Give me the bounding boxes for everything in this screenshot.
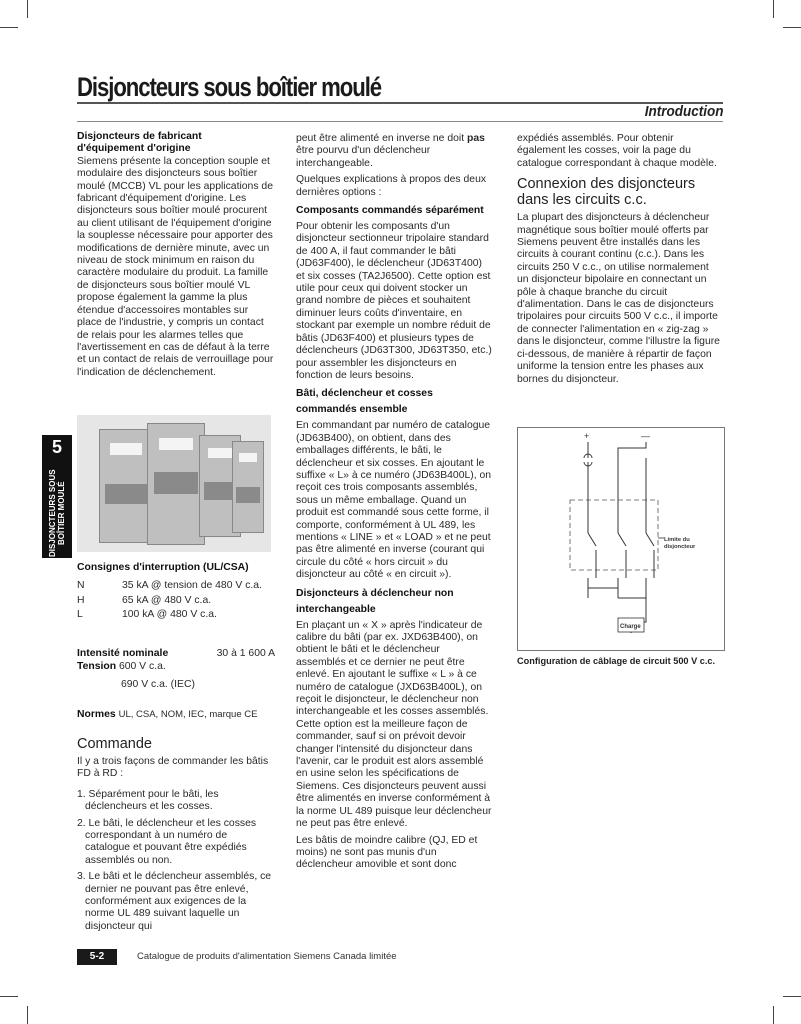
rating-key: L xyxy=(77,609,83,621)
crop-mark xyxy=(783,996,801,997)
rating-value: 100 kA @ 480 V c.a. xyxy=(122,609,217,621)
diagram-caption: Configuration de câblage de circuit 500 V c.c. xyxy=(517,656,716,666)
column-2 xyxy=(296,133,492,876)
wiring-diagram xyxy=(517,427,725,651)
column-1 xyxy=(77,131,275,383)
col2-paragraph-2: Quelques explications à propos des deux dernières options : xyxy=(296,174,487,198)
crop-mark xyxy=(0,27,18,28)
p1-text: peut être alimenté en inverse ne doit xyxy=(296,133,467,144)
small-frames-paragraph: Les bâtis de moindre calibre (QJ, ED et moins) ne sont pas munis d'un déclencheur amovible et sont donc xyxy=(296,834,478,871)
dc-connection-heading: Connexion des disjoncteurs dans les circuits c.c. xyxy=(517,176,696,209)
col2-paragraph-1 xyxy=(296,133,492,170)
tab-label-line2: BOÎTIER MOULÉ xyxy=(57,481,66,545)
separate-components-paragraph: Pour obtenir les composants d'un disjoncteur sectionneur tripolaire standard de 400 A, il faut commander le bâti (JD63F400), le déclencheur (JD63T400) et six cosses (TA2J6500). Cette option est utile pour ceux qui doivent stocker un grand nombre de pièces et souhaitent diminuer leurs coûts d'inventaire, en stockant par exemple un nombre réduit de bâtis (JD63F400) et plusieurs types de déclencheurs (JD63T300, JD63T350, etc.) pour assembler les disjoncteurs en fonction de leurs besoins. xyxy=(296,221,492,381)
column-3 xyxy=(517,133,723,390)
norms-value: UL, CSA, NOM, IEC, marque CE xyxy=(118,709,258,721)
crop-mark xyxy=(27,1006,28,1024)
crop-mark xyxy=(773,0,774,18)
breaker-face xyxy=(154,472,199,494)
crop-mark xyxy=(27,0,28,18)
tab-label-line1: DISJONCTEURS SOUS xyxy=(48,469,57,557)
oem-paragraph: Siemens présente la conception souple et modulaire des disjoncteurs sous boîtier moulé (MCCB) VL pour les applications de fabricant d'équipement d'origine. Les disjoncteurs sous boîtier moulé procurent au client utilisant de l'équipement d'origine la souplesse nécessaire pour apporter des modifications de dernière minute, avec un niveau de stock minimum en raison du caractère modulaire du produit. La famille de disjoncteurs sous boîtier moulé VL propose également la gamme la plus étendue d'accessoires montables sur place de l'industrie, y compris un contact de relais pour les alarmes telles que l'avertissement en cas de défaut à la terre et un contact de relais de verrouillage pour l'indication de déclenchement. xyxy=(77,155,274,378)
commande-heading: Commande xyxy=(77,736,152,752)
ordered-together-paragraph: En commandant par numéro de catalogue (JD63B400), on obtient, dans des emballages différents, le bâti, le déclencheur et six cosses. En ajoutant le suffixe « L» à ce numéro (JD63B400L), on reçoit ces trois composants assemblés, sous un même emballage. Quand un produit est commandé sous cette forme, il comporte, conformément à UL 489, les mentions « LINE » et « LOAD » et ne peut pas être alimenté en inverse (courant qui circule du côté « hors circuit » du disjoncteur au côté « en circuit »). xyxy=(296,420,492,581)
tension-row xyxy=(77,661,275,673)
breaker-image xyxy=(232,441,264,533)
plus-terminal-label: + xyxy=(584,431,590,441)
oem-heading-1: Disjoncteurs de fabricant xyxy=(77,131,202,142)
breaker-image xyxy=(147,423,205,545)
ratings-heading: Consignes d'interruption (UL/CSA) xyxy=(77,562,249,573)
specs-block xyxy=(77,648,275,722)
oem-heading-2: d'équipement d'origine xyxy=(77,143,191,155)
chapter-tab xyxy=(16,435,72,558)
tension-label: Tension xyxy=(77,661,117,673)
crop-mark xyxy=(0,996,18,997)
minus-terminal-label: — xyxy=(641,431,650,441)
rating-value: 65 kA @ 480 V c.a. xyxy=(122,594,212,606)
crop-mark xyxy=(773,1006,774,1024)
breakers-photo xyxy=(77,415,271,552)
section-rule xyxy=(77,121,723,122)
breaker-face xyxy=(105,484,147,504)
rating-value: 35 kA @ tension de 480 V c.a. xyxy=(122,580,262,592)
intensity-label: Intensité nominale xyxy=(77,648,169,659)
section-title: Introduction xyxy=(644,103,723,120)
non-interchangeable-heading: Disjoncteurs à déclencheur non interchangeable xyxy=(296,587,454,615)
rating-row xyxy=(77,595,275,607)
rating-key: H xyxy=(77,594,85,606)
separate-components-heading: Composants commandés séparément xyxy=(296,205,484,217)
commande-block xyxy=(77,736,275,937)
p1-text-end: être pourvu d'un déclencheur interchangeable. xyxy=(296,145,431,169)
intensity-row xyxy=(77,648,275,660)
breaker-label xyxy=(208,448,232,458)
wiring-diagram-svg xyxy=(518,428,724,650)
wires xyxy=(588,442,654,633)
crop-mark xyxy=(783,27,801,28)
limit-label-1: Limite du xyxy=(664,537,690,543)
dc-connection-paragraph: La plupart des disjoncteurs à déclencheur magnétique sous boîtier moulé offerts par Siemens peuvent être installés dans les circuits à courant continu (c.c.). Dans les circuits 250 V c.c., on utilise normalement un disjoncteur bipolaire en connectant un pôle à chaque branche du circuit d'alimentation. Dans le cas de disjoncteurs tripolaires pour circuits 500 V c.c., il importe de connecter l'alimentation en « zig-zag » dans le disjoncteur, comme l'illustre la figure ci-dessous, de manière à répartir de façon uniforme la tension entre les phases aux bornes du disjoncteur. xyxy=(517,212,720,385)
tension-value-2: 690 V c.a. (IEC) xyxy=(121,678,195,690)
list-item: 3. Le bâti et le déclencheur assemblés, ce dernier ne pouvant pas être enlevé, conformément aux exigences de la norme UL 489 suivant laquelle un disjoncteur qui xyxy=(77,871,272,932)
breaker-face xyxy=(236,487,260,503)
ordered-together-heading: Bâti, déclencheur et cosses commandés ensemble xyxy=(296,388,433,416)
page-number: 5-2 xyxy=(77,949,117,965)
p1-bold: pas xyxy=(466,133,485,144)
breaker-label xyxy=(159,438,193,450)
title-rule xyxy=(77,102,723,104)
list-item: 1. Séparément pour le bâti, les déclencheurs et les cosses. xyxy=(77,788,219,813)
tab-number: 5 xyxy=(51,437,62,457)
commande-intro: Il y a trois façons de commander les bâtis FD à RD : xyxy=(77,756,269,780)
footer-text: Catalogue de produits d'alimentation Siemens Canada limitée xyxy=(137,951,397,962)
breaker-image xyxy=(99,429,153,543)
tension-value-1: 600 V c.a. xyxy=(118,661,166,673)
non-interchangeable-paragraph: En plaçant un « X » après l'indicateur de calibre du bâti (par ex. JXD63B400), on obtient le bâti et le déclencheur assemblés et ce dernier ne peut être enlevé. En ajoutant le suffixe « L » à ce numéro de catalogue (JXD63B400L), on reçoit le disjoncteur, le déclencheur non interchangeable et les cosses assemblés. Cette option est la meilleure façon de commander, sauf si on prévoit devoir changer l'intensité du disjoncteur dans l'avenir, car le produit est alors assemblé en usine selon les spécifications de Siemens. Ces disjoncteurs peuvent aussi être alimentés en inverse conformément à la norme UL 489 puisque leur déclencheur ne peut pas être enlevé. xyxy=(296,619,492,830)
tab-label xyxy=(48,469,66,557)
page-title: Disjoncteurs sous boîtier moulé xyxy=(77,72,382,102)
rating-key: N xyxy=(77,580,85,592)
rating-row xyxy=(77,609,275,621)
col3-paragraph-1: expédiés assemblés. Pour obtenir également les cosses, voir la page du catalogue correspondant à chaque modèle. xyxy=(517,133,717,169)
norms-label: Normes xyxy=(77,709,116,721)
rating-row xyxy=(77,580,275,592)
intensity-value: 30 à 1 600 A xyxy=(216,648,275,659)
norms-row xyxy=(77,709,275,721)
breaker-label xyxy=(239,453,257,462)
charge-label: Charge xyxy=(620,624,641,630)
ratings-block xyxy=(77,562,275,622)
breaker-label xyxy=(110,443,141,454)
list-item: 2. Le bâti, le déclencheur et les cosses correspondant à un numéro de catalogue et pouvant être expédiés assemblés ou non. xyxy=(77,817,257,866)
commande-list xyxy=(77,789,275,933)
limit-label-2: disjoncteur xyxy=(664,544,696,550)
breaker-limit-box xyxy=(570,500,658,570)
